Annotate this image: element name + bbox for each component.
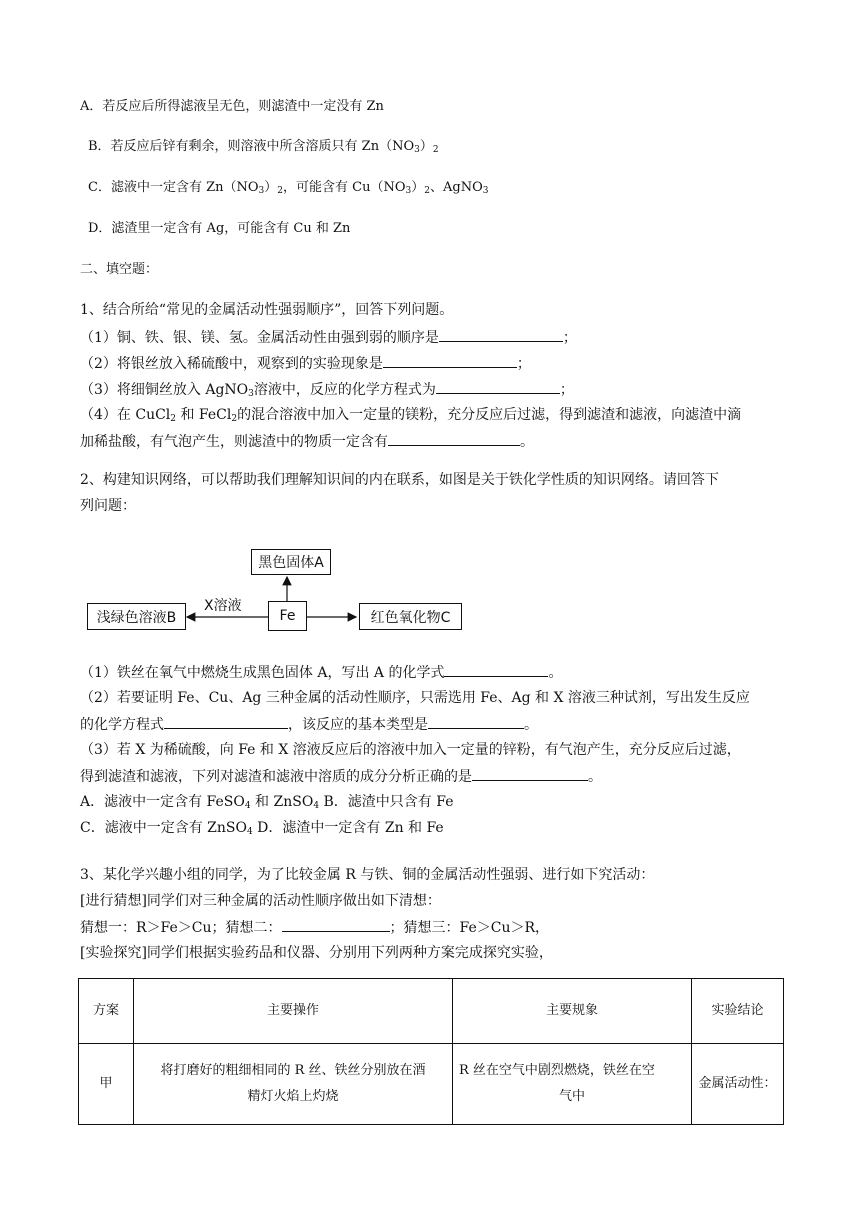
q1-part2: （2）将银丝放入稀硫酸中，观察到的实验现象是 ； [80,353,531,374]
fe-box: Fe [268,601,307,631]
q1-part4-line2: 加稀盐酸，有气泡产生，则滤渣中的物质一定含有 。 [80,431,534,452]
green-solution-b-box: 浅绿色溶液B [87,603,186,630]
q2-options-cd: C．滤液中一定含有 ZnSO$_4$ D．滤渣中一定含有 Zn 和 Fe [80,820,444,837]
answer-blank[interactable] [436,379,560,394]
answer-blank[interactable] [428,714,524,729]
header-conclusion: 实验结论 [692,979,784,1044]
option-a: A．若反应后所得滤液呈无色，则滤渣中一定没有 Zn [80,99,384,114]
header-phenomenon: 主要规象 [453,979,692,1044]
red-oxide-c-box: 红色氧化物C [359,603,462,630]
answer-blank[interactable] [444,662,548,677]
q2-options-ab: A．滤液中一定含有 FeSO$_4$ 和 ZnSO$_4$ B．滤渣中只含有 Fe [80,794,454,811]
black-solid-a-box: 黑色固体A [251,549,331,575]
q2-part1: （1）铁丝在氧气中燃烧生成黑色固体 A，写出 A 的化学式 。 [80,662,562,683]
header-plan: 方案 [79,979,134,1044]
q1-part1: （1）铜、铁、银、镁、氢。金属活动性由强到弱的顺序是 ； [80,327,577,348]
answer-blank[interactable] [439,327,563,342]
q1-part3: （3）将细铜丝放入 AgNO$_3$溶液中，反应的化学方程式为 ； [80,379,574,404]
q2-stem-line2: 列问题： [80,498,136,514]
option-b: B．若反应后锌有剩余，则溶液中所含溶质只有 $Zn(NO_3)_2$ [88,139,439,155]
q2-part2-line1: （2）若要证明 Fe、Cu、Ag 三种金属的活动性顺序，只需选用 Fe、Ag 和 X 溶液三种试剂，写出发生反应 [80,690,750,706]
answer-blank[interactable] [388,431,520,446]
experiment-table [78,978,784,1125]
q3-guesses: 猜想一：R＞Fe＞Cu；猜想二： ；猜想三：Fe＞Cu＞R， [80,917,549,938]
answer-blank[interactable] [164,714,288,729]
q2-part3-line1: （3）若 X 为稀硫酸，向 Fe 和 X 溶液反应后的溶液中加入一定量的锌粉，有气泡产生，充分反应后过滤， [80,742,741,758]
q2-part3-line2: 得到滤渣和滤液，下列对滤渣和滤液中溶质的成分分析正确的是 。 [80,766,602,787]
cell-conclusion: 金属活动性： [692,1044,784,1125]
x-solution-label: X溶液 [204,598,242,614]
q1-part4-line1: （4）在 CuCl$_2$ 和 FeCl$_2$的混合溶液中加入一定量的镁粉，充分反应后过滤，得到滤渣和滤液，向滤渣中滴 [80,407,742,424]
answer-blank[interactable] [383,353,517,368]
table-header-row [79,979,784,1044]
cell-phenomenon: R 丝在空气中剧烈燃烧，铁丝在空 气中 [453,1044,692,1125]
q1-stem: 1、结合所给“常见的金属活动性强弱顺序”，回答下列问题。 [80,302,454,318]
q3-explore: [实验探究]同学们根据实验药品和仪器、分别用下列两种方案完成探究实验， [80,945,553,961]
answer-blank[interactable] [472,766,588,781]
cell-plan: 甲 [79,1044,134,1125]
q3-guess-intro: [进行猜想]同学们对三种金属的活动性顺序做出如下清想： [80,893,441,909]
option-d: D．滤渣里一定含有 Ag，可能含有 Cu 和 Zn [88,221,351,236]
section-title: 二、填空题： [80,262,159,277]
option-c: C．滤液中一定含有 $Zn(NO_3)_2$，可能含有 $Cu(NO_3)_2$、AgNO$_3$ [88,180,489,196]
cell-operation: 将打磨好的粗细相同的 R 丝、铁丝分别放在酒 精灯火焰上灼烧 [134,1044,453,1125]
q3-stem: 3、某化学兴趣小组的同学，为了比较金属 R 与铁、铜的金属活动性强弱、进行如下究活动： [80,867,655,883]
q2-part2-line2: 的化学方程式 ，该反应的基本类型是 。 [80,714,538,735]
q2-stem-line1: 2、构建知识网络，可以帮助我们理解知识间的内在联系，如图是关于铁化学性质的知识网络。请回答下 [80,472,719,488]
answer-blank[interactable] [282,917,390,932]
table-row [79,1044,784,1125]
header-operation: 主要操作 [134,979,453,1044]
